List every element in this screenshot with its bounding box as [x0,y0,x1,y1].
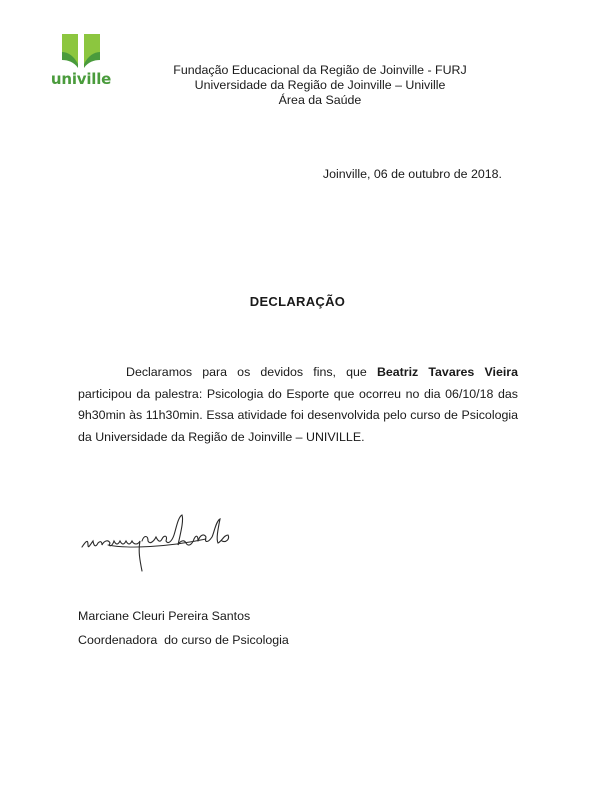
institution-header [120,63,520,108]
document-date: Joinville, 06 de outubro de 2018. [322,167,502,181]
signer-role: Coordenadora do curso de Psicologia [78,633,289,647]
document-title: DECLARAÇÃO [249,294,346,309]
header-line-2: Universidade da Região de Joinville – Univille [194,78,446,92]
participant-name: Beatriz Tavares Vieira [376,365,518,379]
signer-name: Marciane Cleuri Pereira Santos [78,609,251,623]
body-part-2: participou da palestra: Psicologia do Esporte que ocorreu no dia 06/10/18 das 9h30min às 11h30min. Essa atividade foi desenvolvida pelo curso de Psicologia da Universidade da Região de Joinville – UNIVILLE. [78,386,518,444]
univille-logo [48,30,114,92]
header-line-3: Área da Saúde [278,93,362,107]
declaration-body [78,362,518,448]
signer-block [78,604,289,652]
book-leaf-icon [48,30,114,70]
header-line-1: Fundação Educacional da Região de Joinville - FURJ [173,63,467,77]
body-part-1: Declaramos para os devidos fins, que [126,365,377,379]
logo-wordmark: univille [50,70,112,88]
handwritten-signature [78,505,238,585]
